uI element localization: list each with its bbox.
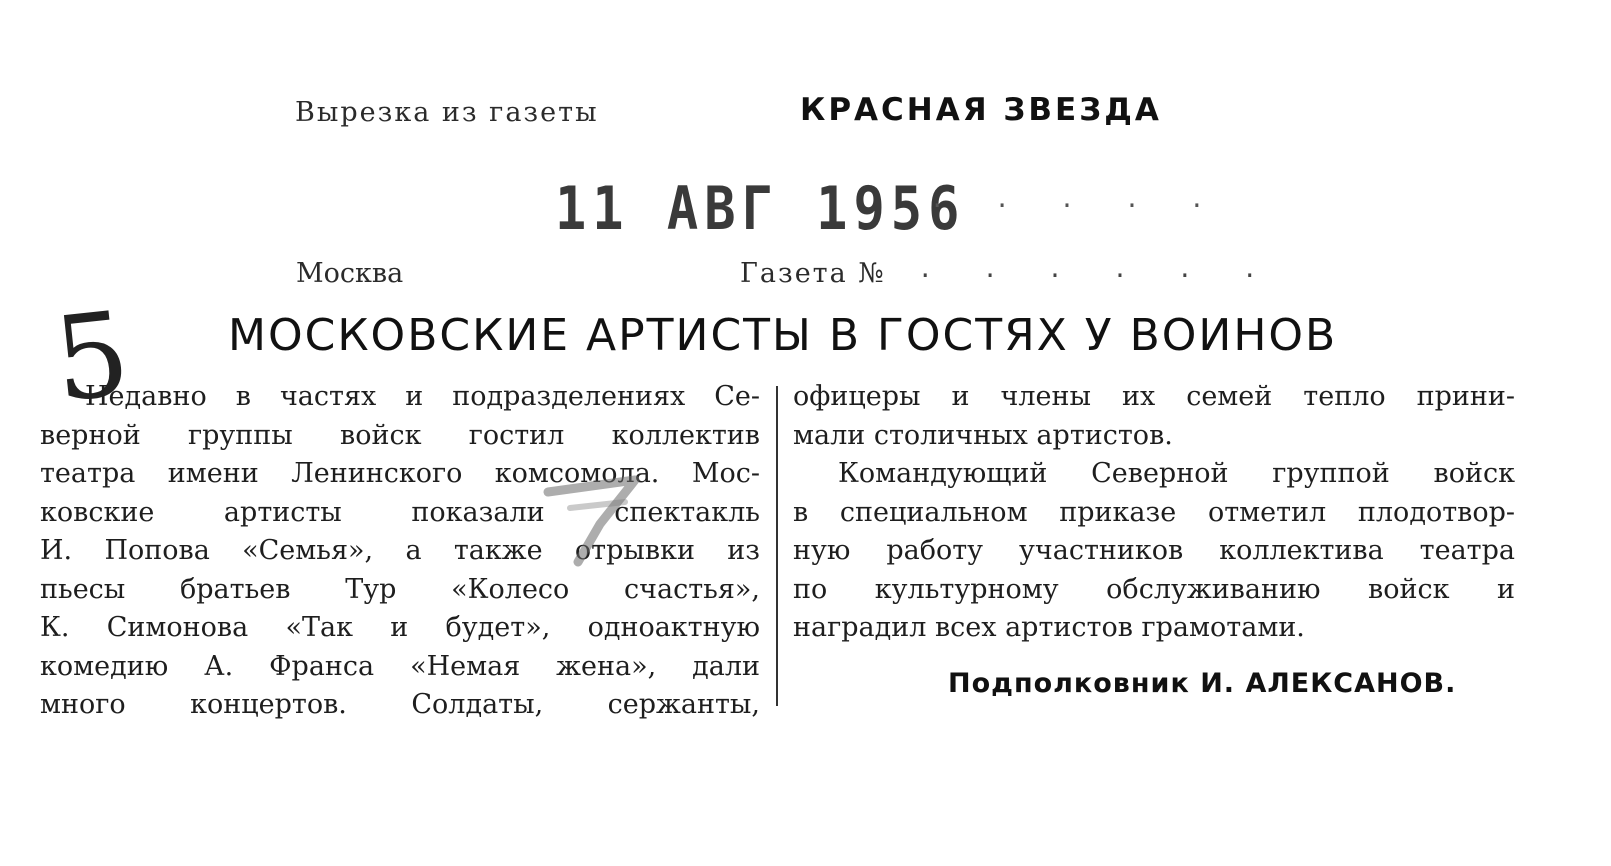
article-line: мали столичных артистов. <box>793 419 1173 451</box>
issue-number-dots: . . . . . . <box>918 255 1275 283</box>
article-line: офицеры и члены их семей тепло прини- <box>793 381 1515 412</box>
article-line: К. Симонова «Так и будет», одноактную <box>40 612 760 643</box>
article-line: Командующий Северной группой войск <box>838 458 1515 489</box>
article-line: пьесы братьев Тур «Колесо счастья», <box>40 573 760 605</box>
date-stamp: 11 АВГ 1956 <box>555 175 966 244</box>
article-line: комедию А. Франса «Немая жена», дали <box>40 650 760 682</box>
article-right-column <box>793 378 1515 648</box>
article-line: по культурному обслуживанию войск и <box>793 573 1515 605</box>
article-headline: МОСКОВСКИЕ АРТИСТЫ В ГОСТЯХ У ВОИНОВ <box>228 310 1338 361</box>
newspaper-name: КРАСНАЯ ЗВЕЗДА <box>800 92 1162 128</box>
pencil-scribble-mark <box>540 462 650 572</box>
article-left-column <box>40 378 760 725</box>
article-line: ковские артисты показали спектакль <box>40 496 760 528</box>
city-label: Москва <box>296 258 404 289</box>
article-line: наградил всех артистов грамотами. <box>793 612 1305 643</box>
clipping-source-label: Вырезка из газеты <box>295 97 599 128</box>
article-line: в специальном приказе отметил плодотвор- <box>793 496 1515 528</box>
issue-number-label: Газета № <box>740 258 886 289</box>
article-line: ную работу участников коллектива театра <box>793 535 1515 566</box>
handwritten-page-number: 5 <box>48 286 136 429</box>
article-line: много концертов. Солдаты, сержанты, <box>40 689 760 720</box>
date-stamp-dots: . . . . . <box>930 185 1223 213</box>
article-line: верной группы войск гостил коллектив <box>40 419 760 451</box>
article-line: И. Попова «Семья», а также отрывки из <box>40 535 760 566</box>
article-signature: Подполковник И. АЛЕКСАНОВ. <box>948 668 1457 699</box>
column-divider <box>776 386 778 706</box>
article-line: театра имени Ленинского комсомола. Мос- <box>40 458 760 489</box>
article-line: Недавно в частях и подразделениях Се- <box>85 381 760 412</box>
